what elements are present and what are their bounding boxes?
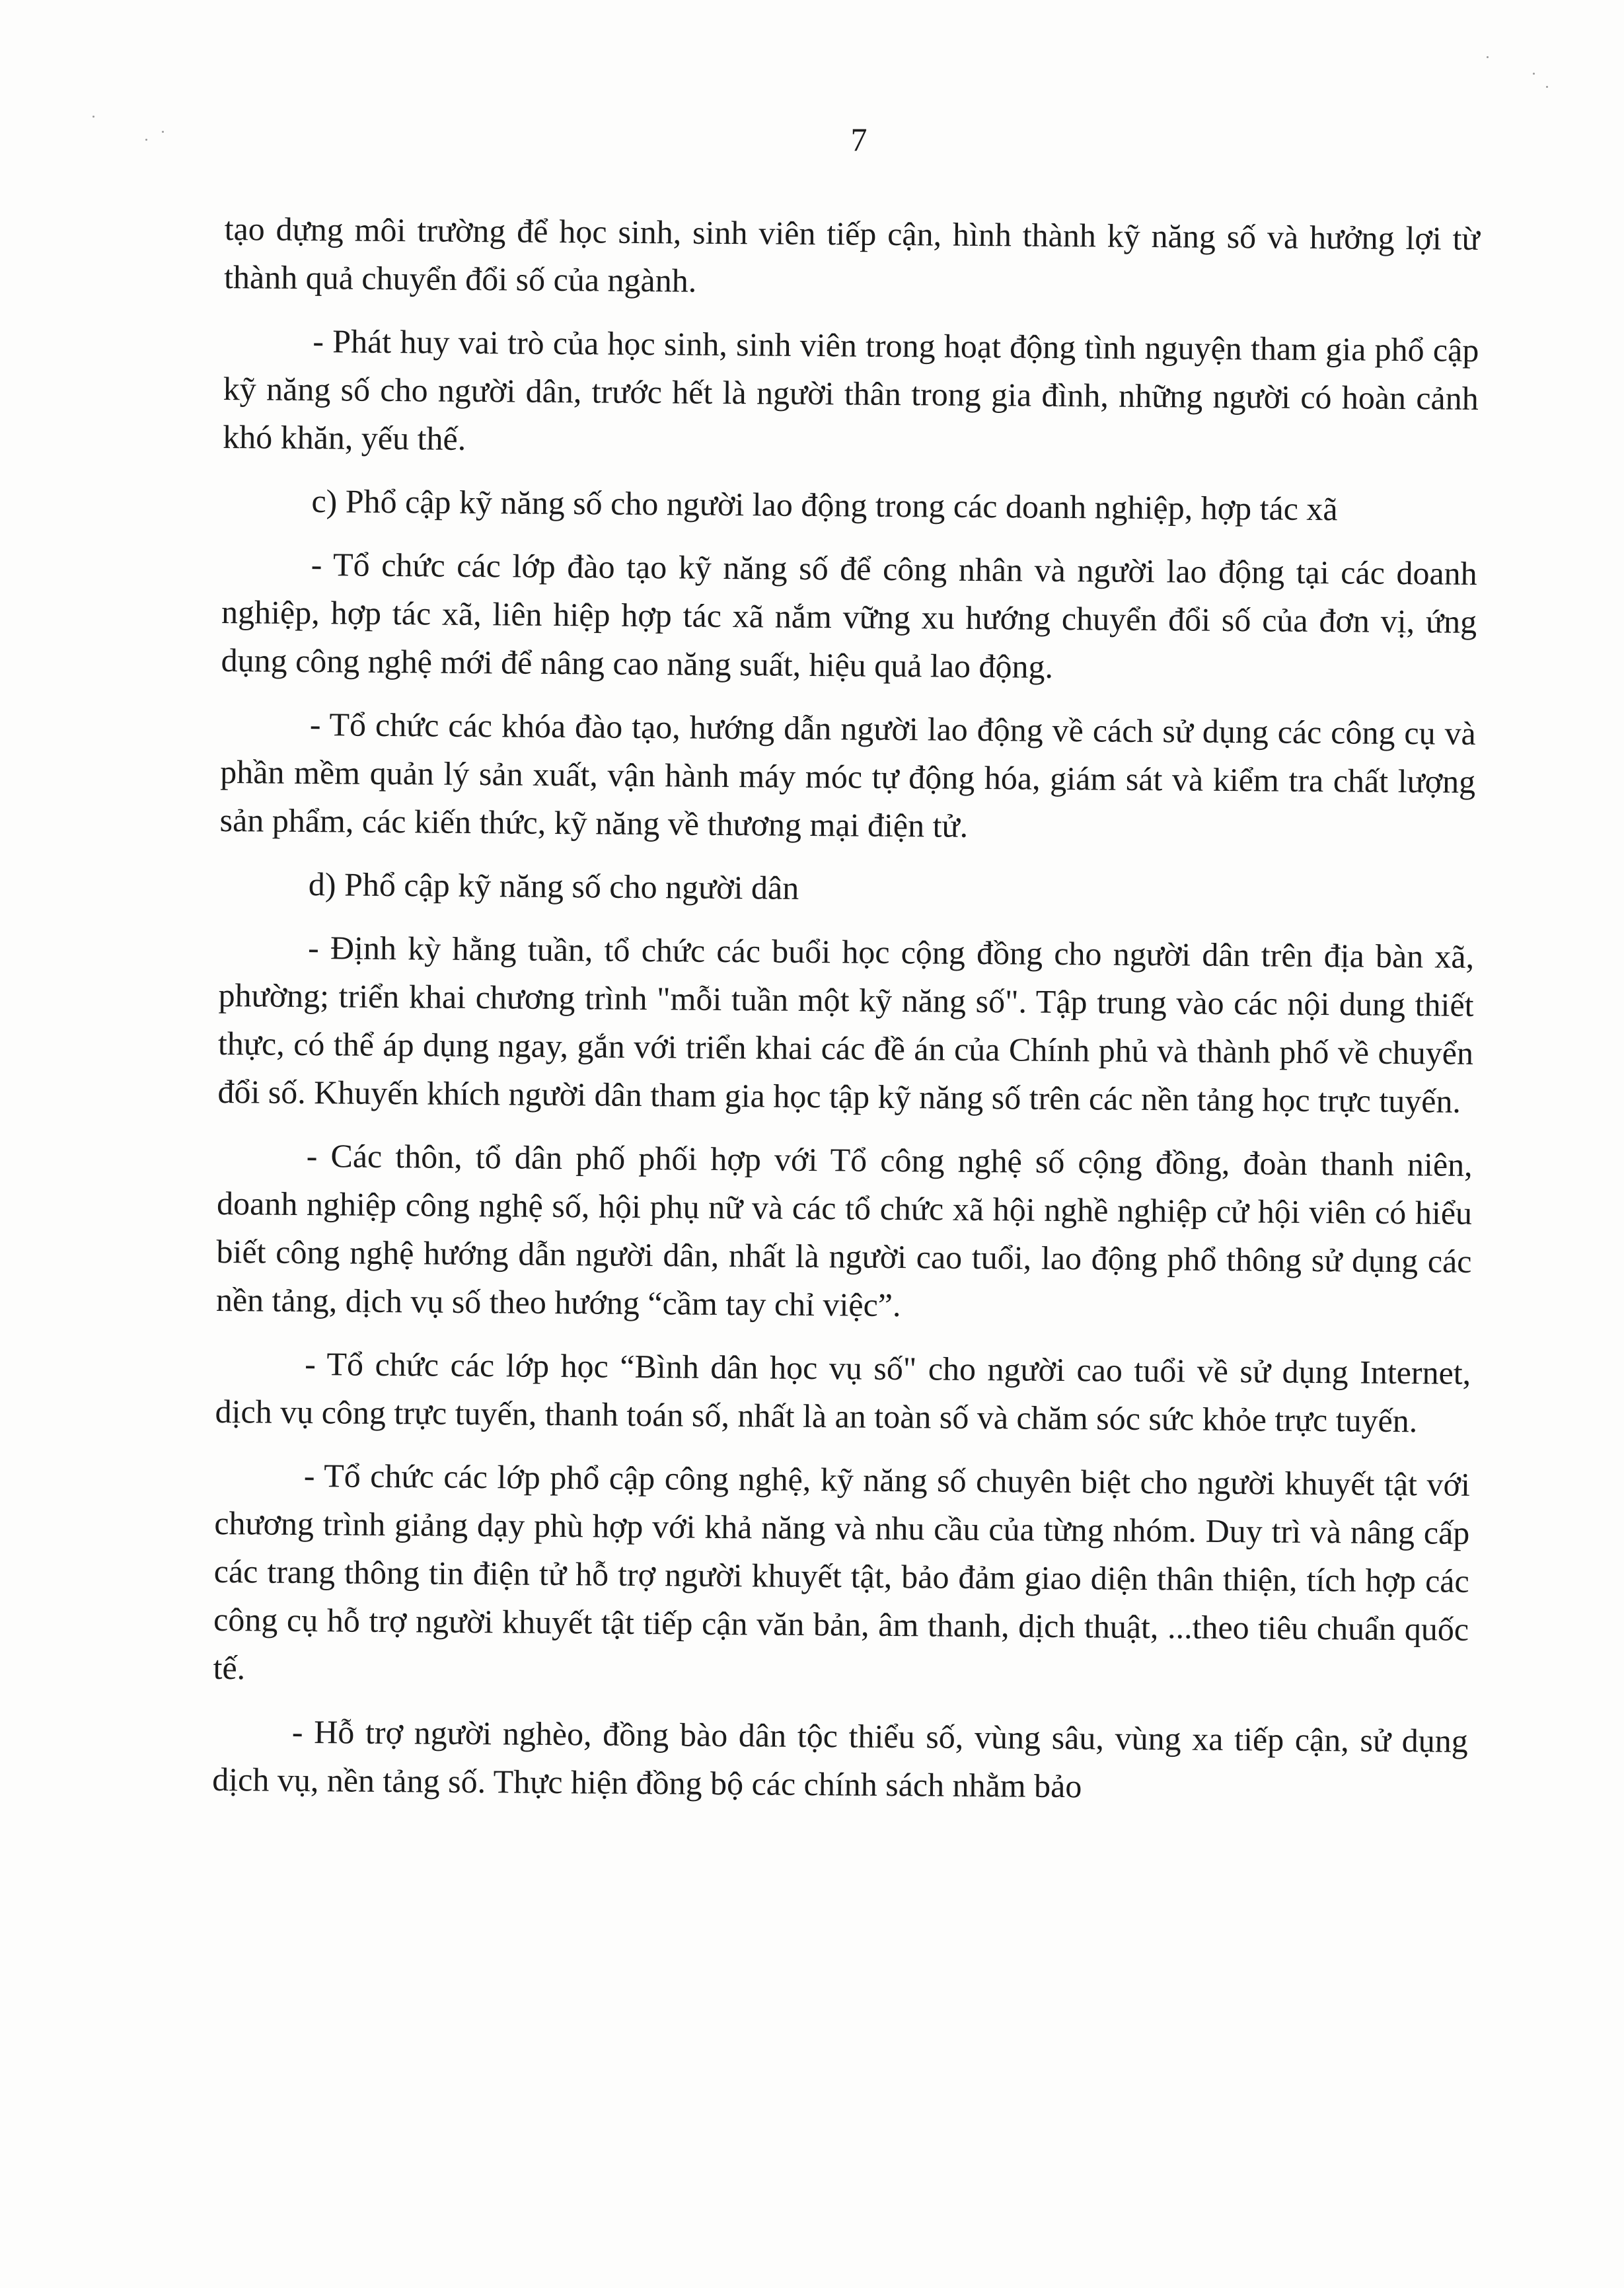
paragraph-volunteer-role: - Phát huy vai trò của học sinh, sinh viên trong hoạt động tình nguyện tham gia phổ cập kỹ năng số cho người dân, trước hết là người thân trong gia đình, những người có hoàn cảnh khó khăn, yếu thế. (223, 322, 1479, 457)
scan-speck (1546, 86, 1548, 88)
document-body (212, 205, 1480, 1829)
section-heading-d: d) Phổ cập kỹ năng số cho người dân (308, 866, 799, 906)
scan-speck (1533, 73, 1535, 75)
section-heading-c: c) Phổ cập kỹ năng số cho người lao động trong các doanh nghiệp, hợp tác xã (311, 482, 1338, 528)
scan-speck (92, 116, 94, 118)
paragraph-poor-support: - Hỗ trợ người nghèo, đồng bào dân tộc thiểu số, vùng sâu, vùng xa tiếp cận, sử dụng dịch vụ, nền tảng số. Thực hiện đồng bộ các chính sách nhằm bảo (212, 1713, 1469, 1805)
paragraph-villages-cooperation: - Các thôn, tổ dân phố phối hợp với Tổ công nghệ số cộng đồng, đoàn thanh niên, doanh nghiệp công nghệ số, hội phụ nữ và các tổ chức xã hội nghề nghiệp cử hội viên có hiểu biết công nghệ hướng dẫn người dân, nhất là người cao tuổi, lao động phổ thông sử dụng các nền tảng, dịch vụ số theo hướng “cầm tay chỉ việc”. (215, 1137, 1473, 1324)
paragraph-elderly-classes: - Tổ chức các lớp học “Bình dân học vụ số" cho người cao tuổi về sử dụng Internet, dịch vụ công trực tuyến, thanh toán số, nhất là an toàn số và chăm sóc sức khỏe trực tuyến. (215, 1345, 1471, 1440)
paragraph-continuation: tạo dựng môi trường để học sinh, sinh viên tiếp cận, hình thành kỹ năng số và hưởng lợi từ thành quả chuyển đổi số của ngành. (223, 209, 1480, 299)
paragraph-disabled-support: - Tổ chức các lớp phổ cập công nghệ, kỹ năng số chuyên biệt cho người khuyết tật với chương trình giảng dạy phù hợp với khả năng và nhu cầu của từng nhóm. Duy trì và nâng cấp các trang thông tin điện tử hỗ trợ người khuyết tật, bảo đảm giao diện thân thiện, tích hợp các công cụ hỗ trợ người khuyết tật tiếp cận văn bản, âm thanh, dịch thuật, ...theo tiêu chuẩn quốc tế. (213, 1457, 1471, 1687)
paragraph-training-courses: - Tổ chức các khóa đào tạo, hướng dẫn người lao động về cách sử dụng các công cụ và phần mềm quản lý sản xuất, vận hành máy móc tự động hóa, giám sát và kiểm tra chất lượng sản phẩm, các kiến thức, kỹ năng về thương mại điện tử. (219, 706, 1476, 844)
paragraph-weekly-classes: - Định kỳ hằng tuần, tổ chức các buổi học cộng đồng cho người dân trên địa bàn xã, phường; triển khai chương trình "mỗi tuần một kỹ năng số". Tập trung vào các nội dung thiết thực, có thể áp dụng ngay, gắn với triển khai các đề án của Chính phủ và thành phố về chuyển đổi số. Khuyến khích người dân tham gia học tập kỹ năng số trên các nền tảng học trực tuyến. (217, 929, 1475, 1120)
scan-speck (1487, 56, 1489, 58)
paragraph-training-workers: - Tổ chức các lớp đào tạo kỹ năng số để công nhân và người lao động tại các doanh nghiệp, hợp tác xã, liên hiệp hợp tác xã nắm vững xu hướng chuyển đổi số của đơn vị, ứng dụng công nghệ mới để nâng cao năng suất, hiệu quả lao động. (221, 546, 1477, 685)
page-number: 7 (850, 121, 867, 158)
